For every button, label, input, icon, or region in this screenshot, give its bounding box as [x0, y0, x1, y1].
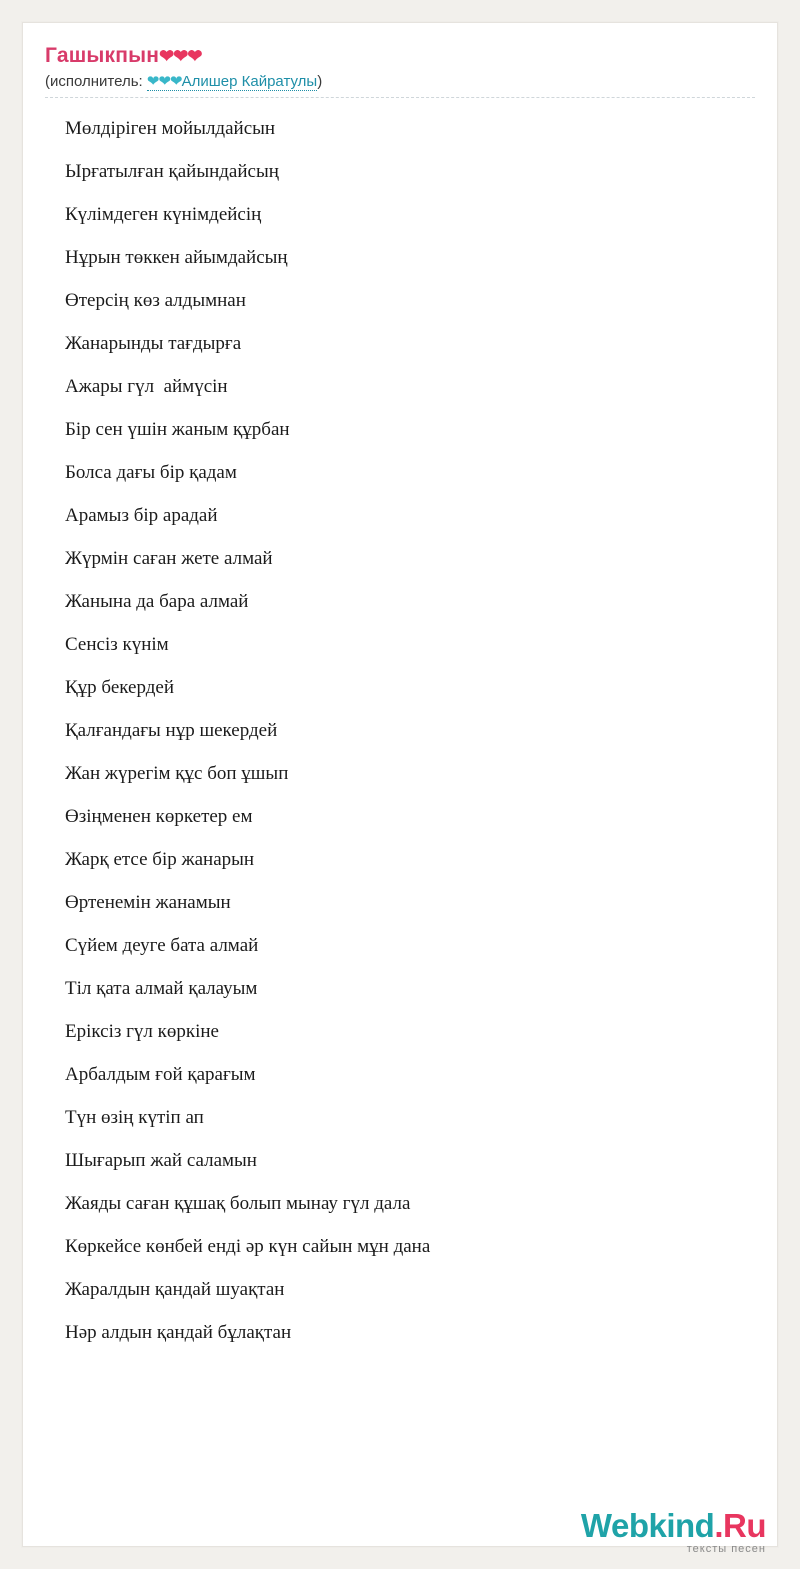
lyric-line: Жаралдын қандай шуақтан	[65, 1279, 285, 1301]
site-logo-tagline: тексты песен	[686, 1543, 766, 1555]
lyric-line: Өзіңменен көркетер ем	[65, 806, 253, 828]
lyric-line: Өтерсің көз алдымнан	[65, 290, 246, 312]
lyric-line: Өртенемін жанамын	[65, 892, 231, 914]
lyric-line: Сүйем деуге бата алмай	[65, 935, 259, 957]
site-logo-name	[581, 1509, 766, 1542]
lyric-line: Арбалдым ғой қарағым	[65, 1064, 256, 1086]
heart-icon: ❤❤❤	[159, 46, 202, 66]
lyric-line: Жанарынды тағдырға	[65, 333, 242, 355]
site-logo	[581, 1509, 766, 1555]
performer-suffix: )	[317, 73, 323, 91]
lyric-line: Қалғандағы нұр шекердей	[65, 720, 278, 742]
lyric-line: Нәр алдын қандай бұлақтан	[65, 1322, 292, 1344]
song-title-text: Гашыкпын	[45, 44, 160, 67]
lyric-line: Нұрын төккен айымдайсың	[65, 247, 288, 269]
lyric-line: Жан жүрегім құс боп ұшып	[65, 763, 289, 785]
site-logo-name-part2: .Ru	[714, 1507, 766, 1544]
lyric-line: Бір сен үшін жаным құрбан	[65, 419, 290, 441]
lyrics-body	[45, 106, 755, 1353]
performer-prefix: (исполнитель:	[45, 73, 143, 91]
lyric-line: Түн өзің күтіп ап	[65, 1107, 204, 1129]
lyric-line: Мөлдіріген мойылдайсын	[65, 118, 276, 140]
performer-line	[45, 72, 755, 98]
lyric-line: Болса дағы бір қадам	[65, 462, 237, 484]
lyric-line: Жанына да бара алмай	[65, 591, 249, 613]
lyric-line: Көркейсе көнбей енді әр күн сайын мұн дана	[65, 1236, 431, 1258]
lyric-line: Жүрмін саған жете алмай	[65, 548, 273, 570]
lyric-line: Жаяды саған құшақ болып мынау гүл дала	[65, 1193, 411, 1215]
page-title	[45, 43, 755, 68]
lyric-line: Құр бекердей	[65, 677, 174, 699]
performer-name: Алишер Кайратулы	[181, 73, 318, 91]
lyric-line: Тіл қата алмай қалауым	[65, 978, 258, 1000]
lyric-line: Арамыз бір арадай	[65, 505, 218, 527]
lyric-line: Сенсіз күнім	[65, 634, 169, 656]
heart-icon: ❤❤❤	[146, 73, 182, 91]
site-logo-name-part1: Webkind	[580, 1507, 715, 1544]
lyric-line: Шығарып жай саламын	[65, 1150, 257, 1172]
performer-link[interactable]	[147, 73, 317, 91]
lyric-line: Күлімдеген күнімдейсің	[65, 204, 262, 226]
lyric-line: Еріксіз гүл көркіне	[65, 1021, 219, 1043]
lyrics-sheet	[22, 22, 778, 1547]
lyric-line: Ажары гүл аймүсін	[65, 376, 228, 398]
lyric-line: Жарқ етсе бір жанарын	[65, 849, 255, 871]
lyric-line: Ырғатылған қайындайсың	[65, 161, 279, 183]
sheet-content	[23, 23, 777, 1353]
